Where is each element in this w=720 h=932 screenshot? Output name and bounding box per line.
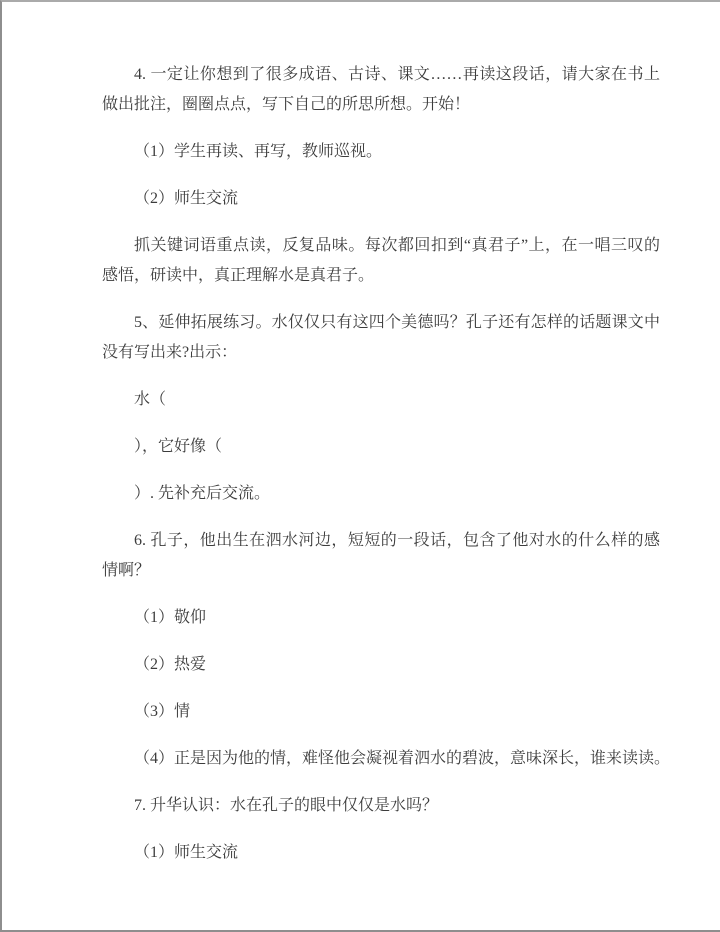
paragraph: 水（ xyxy=(134,391,167,408)
paragraph: 4. 一定让你想到了很多成语、古诗、课文……再读这段话，请大家在书上做出批注，圈圈点点，写下自己的所思所想。开始！ xyxy=(102,66,660,113)
paragraph: ），它好像（ xyxy=(134,438,223,455)
document-content xyxy=(2,2,720,868)
paragraph: （1）敬仰 xyxy=(134,609,207,626)
paragraph: （2）师生交流 xyxy=(134,190,239,207)
paragraph: 6. 孔子，他出生在泗水河边，短短的一段话，包含了他对水的什么样的感情啊？ xyxy=(102,532,660,579)
paragraph: （1）学生再读、再写，教师巡视。 xyxy=(134,143,383,160)
paragraph: 抓关键词语重点读，反复品味。每次都回扣到“真君子”上，在一唱三叹的感悟，研读中，真正理解水是真君子。 xyxy=(102,237,660,284)
paragraph: 7. 升华认识：水在孔子的眼中仅仅是水吗？ xyxy=(134,797,439,814)
paragraph: （4）正是因为他的情，难怪他会凝视着泗水的碧波，意味深长，谁来读读。 xyxy=(134,750,671,767)
paragraph: （2）热爱 xyxy=(134,656,207,673)
paragraph: （3）情 xyxy=(134,703,191,720)
paragraph: 5、延伸拓展练习。水仅仅只有这四个美德吗？孔子还有怎样的话题课文中没有写出来?出示： xyxy=(102,314,660,361)
paragraph: ）. 先补充后交流。 xyxy=(134,485,271,502)
paragraph: （1）师生交流 xyxy=(134,844,239,861)
